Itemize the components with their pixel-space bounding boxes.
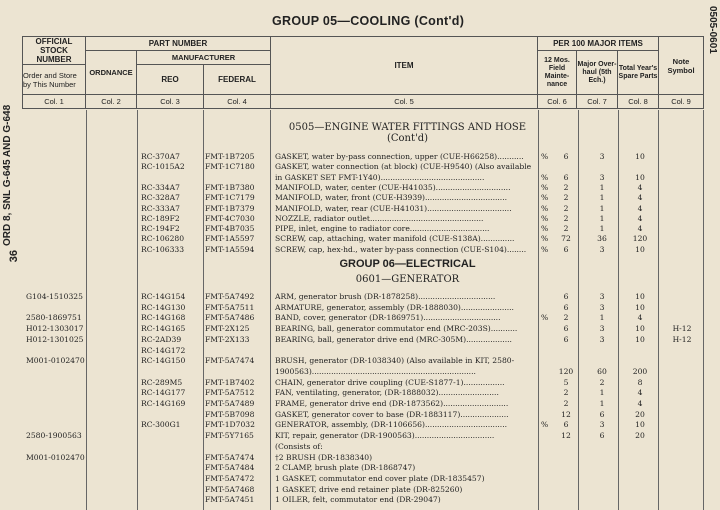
ordnance-header: ORDNANCE [86,51,137,95]
item-description-cell: in GASKET SET FMT-1Y40)........................................... [275,172,485,182]
federal-part-cell: FMT-5A7492 [205,292,255,301]
field-maintenance-cell: 6 [563,152,569,161]
col3-label: Col. 3 [137,95,204,109]
field-maintenance-cell: 2 [563,203,569,213]
item-description-cell: ARM, generator brush (DR-1878258)................................ [275,292,496,301]
federal-part-cell: FMT-1A5594 [205,244,255,254]
table-row [0,398,720,409]
percent-mark-cell: % [541,313,549,323]
federal-part-cell: FMT-5A7468 [205,484,255,494]
reo-part-cell: RC-106333 [141,244,185,254]
major-overhaul-cell: 3 [599,334,605,344]
reo-part-cell: RC-289M5 [141,377,183,387]
stock-number-cell: 2580-1900563 [26,431,82,441]
table-row [0,484,720,495]
col7-label: Col. 7 [577,95,618,109]
item-description-cell: BEARING, ball, generator commutator end (MRC-203S)........... [275,324,518,334]
total-spare-parts-header: Total Year's Spare Parts [618,51,659,95]
field-maintenance-cell: 6 [563,244,569,254]
section-range: 0505-0601 [707,6,718,54]
field-maintenance-cell: 2 [563,399,569,408]
item-description-cell: KIT, repair, generator (DR-1900563)................................. [275,431,495,441]
major-overhaul-cell: 1 [599,399,605,408]
reo-part-cell: RC-106280 [141,234,185,244]
table-row [0,462,720,473]
percent-mark-cell: % [541,182,549,192]
table-row [0,366,720,377]
major-overhaul-cell: 1 [599,224,605,234]
percent-mark-cell: % [541,203,549,213]
manufacturer-header: MANUFACTURER [137,51,271,65]
field-maintenance-cell: 2 [563,313,569,323]
major-overhaul-cell: 60 [597,366,607,376]
total-spare-parts-cell: 4 [637,388,643,398]
field-maintenance-cell: 2 [563,193,569,203]
item-description-cell: 1 OILER, felt, commutator end (DR-29047) [275,495,441,505]
federal-part-cell: FMT-4C7030 [205,213,255,223]
reo-part-cell: RC-14G169 [141,399,186,408]
field-maintenance-cell: 72 [561,234,571,244]
federal-part-cell: FMT-5A7451 [205,495,255,505]
percent-mark-cell: % [541,213,549,223]
total-spare-parts-cell: 4 [637,213,643,223]
federal-part-cell: FMT-5Y7165 [205,431,254,441]
major-overhaul-cell: 3 [599,292,605,301]
item-description-cell: NOZZLE, radiator outlet............................................... [275,213,484,223]
major-overhaul-cell: 3 [599,172,605,182]
table-row [0,355,720,366]
item-description-cell: 2 CLAMP, brush plate (DR-1868747) [275,463,416,473]
field-maintenance-cell: 6 [563,292,569,301]
item-description-cell: GENERATOR, assembly, (DR-1106656).................................. [275,420,508,430]
field-maintenance-cell: 2 [563,224,569,234]
major-overhaul-cell: 1 [599,313,605,323]
percent-mark-cell: % [541,234,549,244]
federal-part-cell: FMT-5A7512 [205,388,255,398]
item-description-cell: 1900563).................................................................... [275,366,476,376]
per100-header: PER 100 MAJOR ITEMS [538,37,659,51]
group-heading: GROUP 06—ELECTRICAL [339,258,476,270]
federal-part-cell: FMT-1A5597 [205,234,255,244]
group-title: GROUP 05—COOLING (Cont'd) [272,14,465,28]
major-overhaul-cell: 3 [599,152,605,161]
federal-part-cell: FMT-1B7402 [205,377,255,387]
reo-part-cell: RC-2AD39 [141,334,182,344]
major-overhaul-cell: 1 [599,203,605,213]
page-number: 36 [8,250,20,263]
table-row [0,419,720,430]
item-description-cell: SCREW, cap, attaching, water manifold (CUE-S138A).............. [275,234,515,244]
federal-part-cell: FMT-5A7489 [205,399,255,408]
table-row [0,377,720,388]
major-overhaul-cell: 6 [599,409,605,419]
table-row [0,387,720,398]
federal-part-cell: FMT-4B7035 [205,224,255,234]
field-maintenance-cell: 12 [561,431,571,441]
part-number-header: PART NUMBER [86,37,271,51]
reo-part-cell: RC-14G165 [141,324,186,334]
total-spare-parts-cell: 20 [635,431,645,441]
field-maintenance-cell: 6 [563,172,569,182]
col4-label: Col. 4 [204,95,271,109]
section-title: 0505—ENGINE WATER FITTINGS AND HOSE [288,122,527,133]
section-subtitle: (Cont'd) [386,133,429,144]
item-description-cell: (Consists of: [275,441,323,451]
note-symbol-cell: H-12 [672,324,692,334]
major-overhaul-cell: 3 [599,420,605,430]
total-spare-parts-cell: 4 [637,193,643,203]
major-overhaul-cell: 1 [599,182,605,192]
major-overhaul-header: Major Over-haul (5th Ech.) [577,51,618,95]
item-description-cell: FRAME, generator drive end (DR-1873562)........................... [275,399,509,408]
reo-part-cell: RC-334A7 [141,182,180,192]
reo-part-cell: RC-14G130 [141,302,186,312]
total-spare-parts-cell: 10 [635,420,645,430]
federal-part-cell: FMT-5A7474 [205,356,255,366]
federal-part-cell: FMT-1B7205 [205,152,255,161]
item-header: ITEM [271,37,538,95]
percent-mark-cell: % [541,172,549,182]
total-spare-parts-cell: 4 [637,313,643,323]
section-title: 0601—GENERATOR [355,274,460,285]
total-spare-parts-cell: 10 [635,334,645,344]
reo-part-cell: RC-14G177 [141,388,186,398]
table-row [0,494,720,505]
field-maintenance-cell: 6 [563,334,569,344]
item-description-cell: †2 BRUSH (DR-1838340) [275,452,373,462]
federal-part-cell: FMT-1D7032 [205,420,255,430]
reo-part-cell: RC-370A7 [141,152,180,161]
total-spare-parts-cell: 4 [637,182,643,192]
field-maintenance-cell: 6 [563,302,569,312]
major-overhaul-cell: 2 [599,377,605,387]
reo-part-cell: RC-189F2 [141,213,180,223]
percent-mark-cell: % [541,152,549,161]
total-spare-parts-cell: 20 [635,409,645,419]
total-spare-parts-cell: 10 [635,302,645,312]
federal-part-cell: FMT-5A7484 [205,463,255,473]
reo-part-cell: RC-194F2 [141,224,180,234]
federal-part-cell: FMT-5B7098 [205,409,255,419]
stock-number-cell: G104-1510325 [26,292,83,301]
federal-part-cell: FMT-5A7486 [205,313,255,323]
federal-part-cell: FMT-5A7511 [205,302,255,312]
total-spare-parts-cell: 10 [635,244,645,254]
total-spare-parts-cell: 200 [632,366,648,376]
reo-part-cell: RC-14G154 [141,292,186,301]
major-overhaul-cell: 3 [599,302,605,312]
field-maintenance-cell: 6 [563,420,569,430]
federal-part-cell: FMT-1C7180 [205,162,255,172]
total-spare-parts-cell: 8 [637,377,643,387]
field-maintenance-cell: 120 [558,366,574,376]
table-row [0,323,720,334]
item-description-cell: MANIFOLD, water, front (CUE-H3939).................................. [275,193,508,203]
table-row [0,430,720,441]
item-description-cell: MANIFOLD, water, rear (CUE-H41031)................................... [275,203,512,213]
item-description-cell: CHAIN, generator drive coupling (CUE-S1877-1)................. [275,377,505,387]
item-description-cell: BRUSH, generator (DR-1038340) (Also available in KIT, 2580- [275,356,515,366]
reo-part-cell: RC-300G1 [141,420,181,430]
col2-label: Col. 2 [86,95,137,109]
item-description-cell: 1 GASKET, drive end retainer plate (DR-825260) [275,484,463,494]
total-spare-parts-cell: 10 [635,172,645,182]
total-spare-parts-cell: 10 [635,152,645,161]
total-spare-parts-cell: 4 [637,224,643,234]
table-row [0,334,720,345]
col9-label: Col. 9 [659,95,704,109]
major-overhaul-cell: 1 [599,193,605,203]
note-symbol-header: Note Symbol [659,37,704,95]
item-description-cell: 1 GASKET, commutator end cover plate (DR-1835457) [275,473,485,483]
item-description-cell: MANIFOLD, water, center (CUE-H41035)............................... [275,182,511,192]
item-description-cell: BAND, cover, generator (DR-1869751)................................ [275,313,501,323]
major-overhaul-cell: 1 [599,388,605,398]
item-description-cell: FAN, ventilating, generator, (DR-1888032)......................... [275,388,499,398]
order-store-header: Order and Store by This Number [23,65,86,95]
reo-part-cell: RC-333A7 [141,203,180,213]
field-maintenance-cell: 2 [563,388,569,398]
field-maintenance-cell: 5 [563,377,569,387]
total-spare-parts-cell: 120 [632,234,648,244]
item-description-cell: GASKET, water by-pass connection, upper (CUE-H66258)........... [275,152,524,161]
column-header [22,36,704,109]
total-spare-parts-cell: 4 [637,399,643,408]
stock-number-cell: 2580-1869751 [26,313,82,323]
stock-number-cell: M001-0102470 [26,356,85,366]
field-maintenance-cell: 2 [563,182,569,192]
item-description-cell: GASKET, generator cover to base (DR-1883117).................... [275,409,509,419]
table-row [0,244,720,255]
table-row [0,473,720,484]
stock-number-cell: H012-1303017 [26,324,84,334]
reo-part-cell: RC-14G150 [141,356,186,366]
item-description-cell: PIPE, inlet, engine to radiator core................................. [275,224,490,234]
percent-mark-cell: % [541,244,549,254]
reo-part-cell: RC-14G172 [141,345,186,355]
col6-label: Col. 6 [538,95,577,109]
field-maintenance-cell: 2 [563,213,569,223]
total-spare-parts-cell: 10 [635,292,645,301]
field-maintenance-header: 12 Mos. Field Mainte-nance [538,51,577,95]
reo-header: REO [137,65,204,95]
percent-mark-cell: % [541,193,549,203]
col5-label: Col. 5 [271,95,538,109]
total-spare-parts-cell: 4 [637,203,643,213]
federal-part-cell: FMT-5A7474 [205,452,255,462]
item-description-cell: ARMATURE, generator, assembly (DR-1888030)...................... [275,302,514,312]
major-overhaul-cell: 1 [599,213,605,223]
major-overhaul-cell: 36 [597,234,607,244]
major-overhaul-cell: 6 [599,431,605,441]
field-maintenance-cell: 12 [561,409,571,419]
reo-part-cell: RC-1015A2 [141,162,185,172]
table-row [0,409,720,420]
federal-part-cell: FMT-5A7472 [205,473,255,483]
total-spare-parts-cell: 10 [635,324,645,334]
table-row [0,291,720,302]
percent-mark-cell: % [541,420,549,430]
reo-part-cell: RC-328A7 [141,193,180,203]
table-row [0,312,720,323]
federal-part-cell: FMT-2X125 [205,324,250,334]
federal-part-cell: FMT-1B7380 [205,182,255,192]
field-maintenance-cell: 6 [563,324,569,334]
table-row [0,441,720,452]
stock-number-cell: M001-0102470 [26,452,85,462]
reo-part-cell: RC-14G168 [141,313,186,323]
table-row [0,302,720,313]
item-description-cell: GASKET, water connection (at block) (CUE-H9540) (Also available [275,162,532,172]
col8-label: Col. 8 [618,95,659,109]
note-symbol-cell: H-12 [672,334,692,344]
item-description-cell: SCREW, cap, hex-hd., water by-pass connection (CUE-S104)........ [275,244,527,254]
federal-header: FEDERAL [204,65,271,95]
stock-number-cell: H012-1301025 [26,334,84,344]
percent-mark-cell: % [541,224,549,234]
col1-label: Col. 1 [23,95,86,109]
federal-part-cell: FMT-1B7379 [205,203,255,213]
federal-part-cell: FMT-2X133 [205,334,250,344]
item-description-cell: BEARING, ball, generator drive end (MRC-305M)................... [275,334,512,344]
major-overhaul-cell: 3 [599,244,605,254]
federal-part-cell: FMT-1C7179 [205,193,255,203]
major-overhaul-cell: 3 [599,324,605,334]
official-stock-header: OFFICIAL STOCK NUMBER [23,37,86,65]
side-reference: ORD 8, SNL G-645 AND G-648 [2,104,13,246]
table-row [0,345,720,356]
table-row [0,452,720,463]
